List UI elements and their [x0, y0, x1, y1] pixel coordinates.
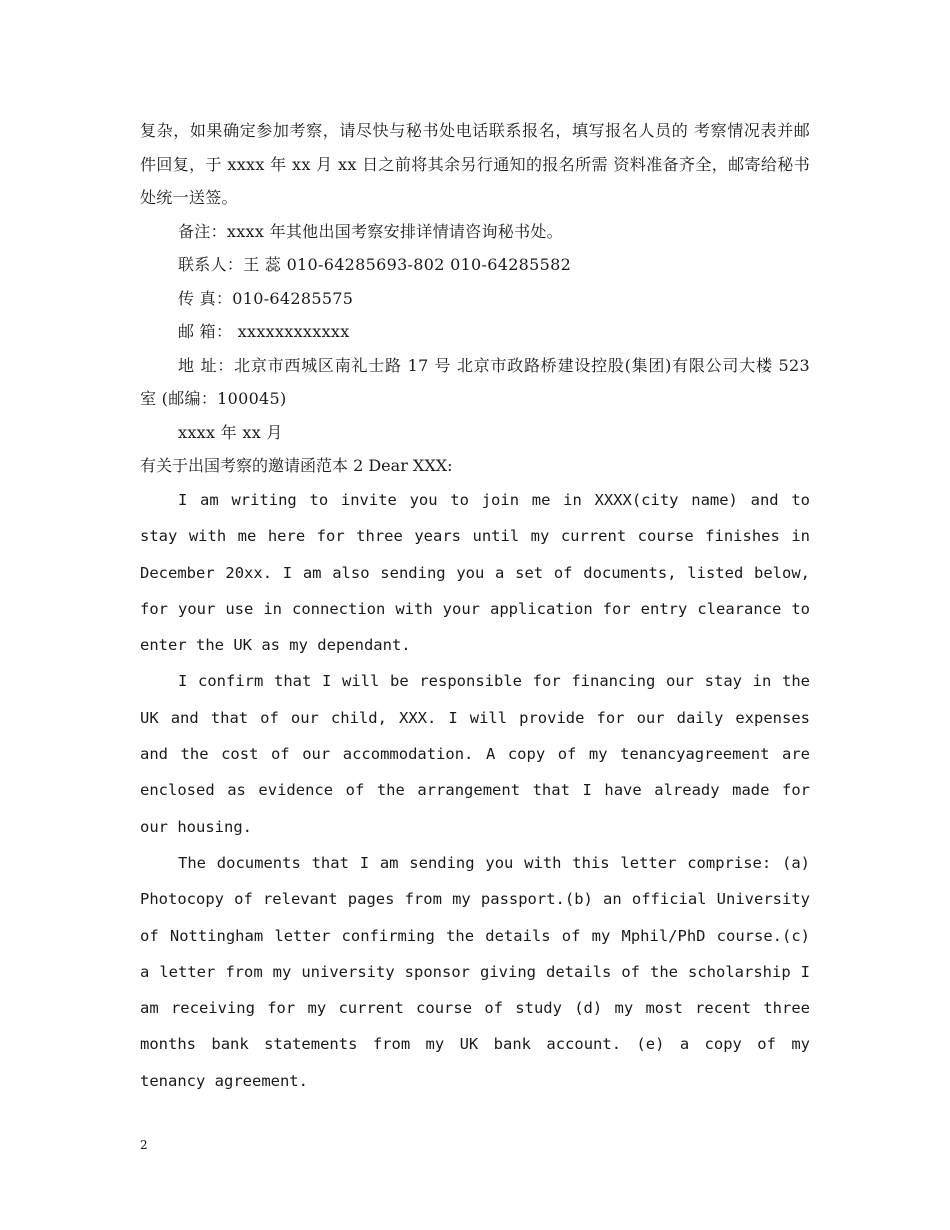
address-line: 地 址：北京市西城区南礼士路 17 号 北京市政路桥建设控股(集团)有限公司大楼 523 室 (邮编：100045): [140, 355, 810, 408]
paragraph-registration: 复杂，如果确定参加考察，请尽快与秘书处电话联系报名，填写报名人员的 考察情况表并邮件回复，于 xxxx 年 xx 月 xx 日之前将其余另行通知的报名所需 资料准备齐全，邮寄给秘书处统一送签。: [140, 121, 810, 207]
fax-line: 传 真：010-64285575: [178, 288, 354, 308]
paragraph-note: 备注：xxxx 年其他出国考察安排详情请咨询秘书处。: [178, 221, 563, 241]
page-number: 2: [140, 1138, 148, 1152]
email-line: 邮 箱： xxxxxxxxxxxx: [178, 322, 350, 341]
paragraph-invitation: I am writing to invite you to join me in XXXX(city name) and to stay with me here for three years until my current course finishes in December 20xx. I am also sending you a set of documents, listed below, for your use in connection with your application for entry clearance to enter the UK as my dependant.: [140, 491, 810, 655]
document-body: [140, 114, 810, 1099]
paragraph-documents: The documents that I am sending you with this letter comprise: (a) Photocopy of relevant pages from my passport.(b) an official University of Nottingham letter confirming the details of my Mphil/PhD course.(c) a letter from my university sponsor giving details of the scholarship I am receiving for my current course of study (d) my most recent three months bank statements from my UK bank account. (e) a copy of my tenancy agreement.: [140, 853, 810, 1090]
date-line: xxxx 年 xx 月: [178, 422, 283, 442]
paragraph-financing: I confirm that I will be responsible for financing our stay in the UK and that of our child, XXX. I will provide for our daily expenses and the cost of our accommodation. A copy of my tenancyagreement are enclosed as evidence of the arrangement that I have already made for our housing.: [140, 672, 810, 836]
contact-person: 联系人：王 蕊 010-64285693-802 010-64285582: [178, 255, 572, 274]
letter-heading: 有关于出国考察的邀请函范本 2 Dear XXX:: [140, 456, 453, 475]
